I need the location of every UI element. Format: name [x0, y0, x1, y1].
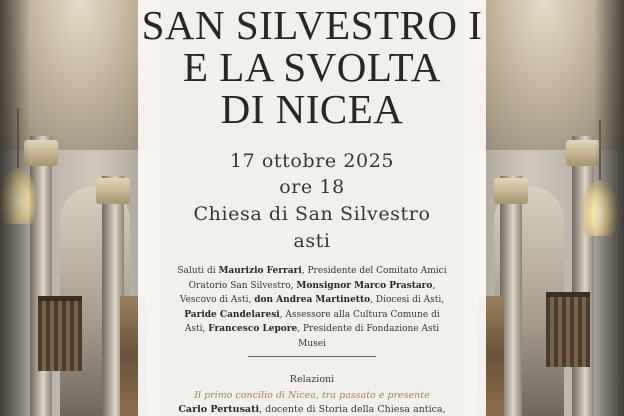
greetings-text: , Presidente di Fondazione Asti Musei	[297, 324, 440, 349]
event-venue: Chiesa di San Silvestro	[193, 203, 431, 225]
poster-title	[138, 4, 486, 130]
title-line-2: E LA SVOLTA	[182, 44, 442, 90]
greetings-text: Saluti di	[177, 266, 219, 276]
speaker-name: Monsignor Marco Prastaro	[296, 280, 433, 291]
title-line-3: DI NICEA	[220, 86, 404, 132]
event-city: asti	[293, 230, 331, 252]
greetings-text: , Assessore alla Cultura Comune di Asti,	[184, 309, 440, 334]
speaker-name: Paride Candelaresi	[184, 309, 280, 320]
section-divider	[248, 356, 376, 357]
greetings-paragraph	[176, 264, 448, 351]
talk-speaker-role: , docente di Storia della Chiesa antica,	[259, 404, 446, 415]
event-date: 17 ottobre 2025	[229, 150, 395, 172]
speaker-name: Francesco Lepore	[208, 324, 298, 334]
speaker-name: don Andrea Martinetto	[254, 295, 371, 305]
left-nave-image	[0, 0, 160, 416]
relazioni-heading: Relazioni	[289, 374, 335, 385]
event-poster-panel	[138, 0, 486, 416]
greetings-text: , Diocesi di Asti,	[370, 295, 445, 305]
speaker-name: Maurizio Ferrari	[218, 266, 302, 276]
talk-speaker-name: Carlo Pertusati	[178, 404, 260, 415]
greetings-text: , Presidente del Comitato Amici Oratorio San Silvestro,	[188, 266, 447, 291]
event-time: ore 18	[279, 176, 345, 198]
talk-speaker	[138, 404, 486, 415]
greetings-text: , Vescovo di Asti,	[179, 280, 436, 305]
title-line-1: SAN SILVESTRO I	[141, 2, 483, 48]
right-nave-image	[464, 0, 624, 416]
talk-title: Il primo concilio di Nicea, tra passato e presente	[194, 390, 430, 401]
